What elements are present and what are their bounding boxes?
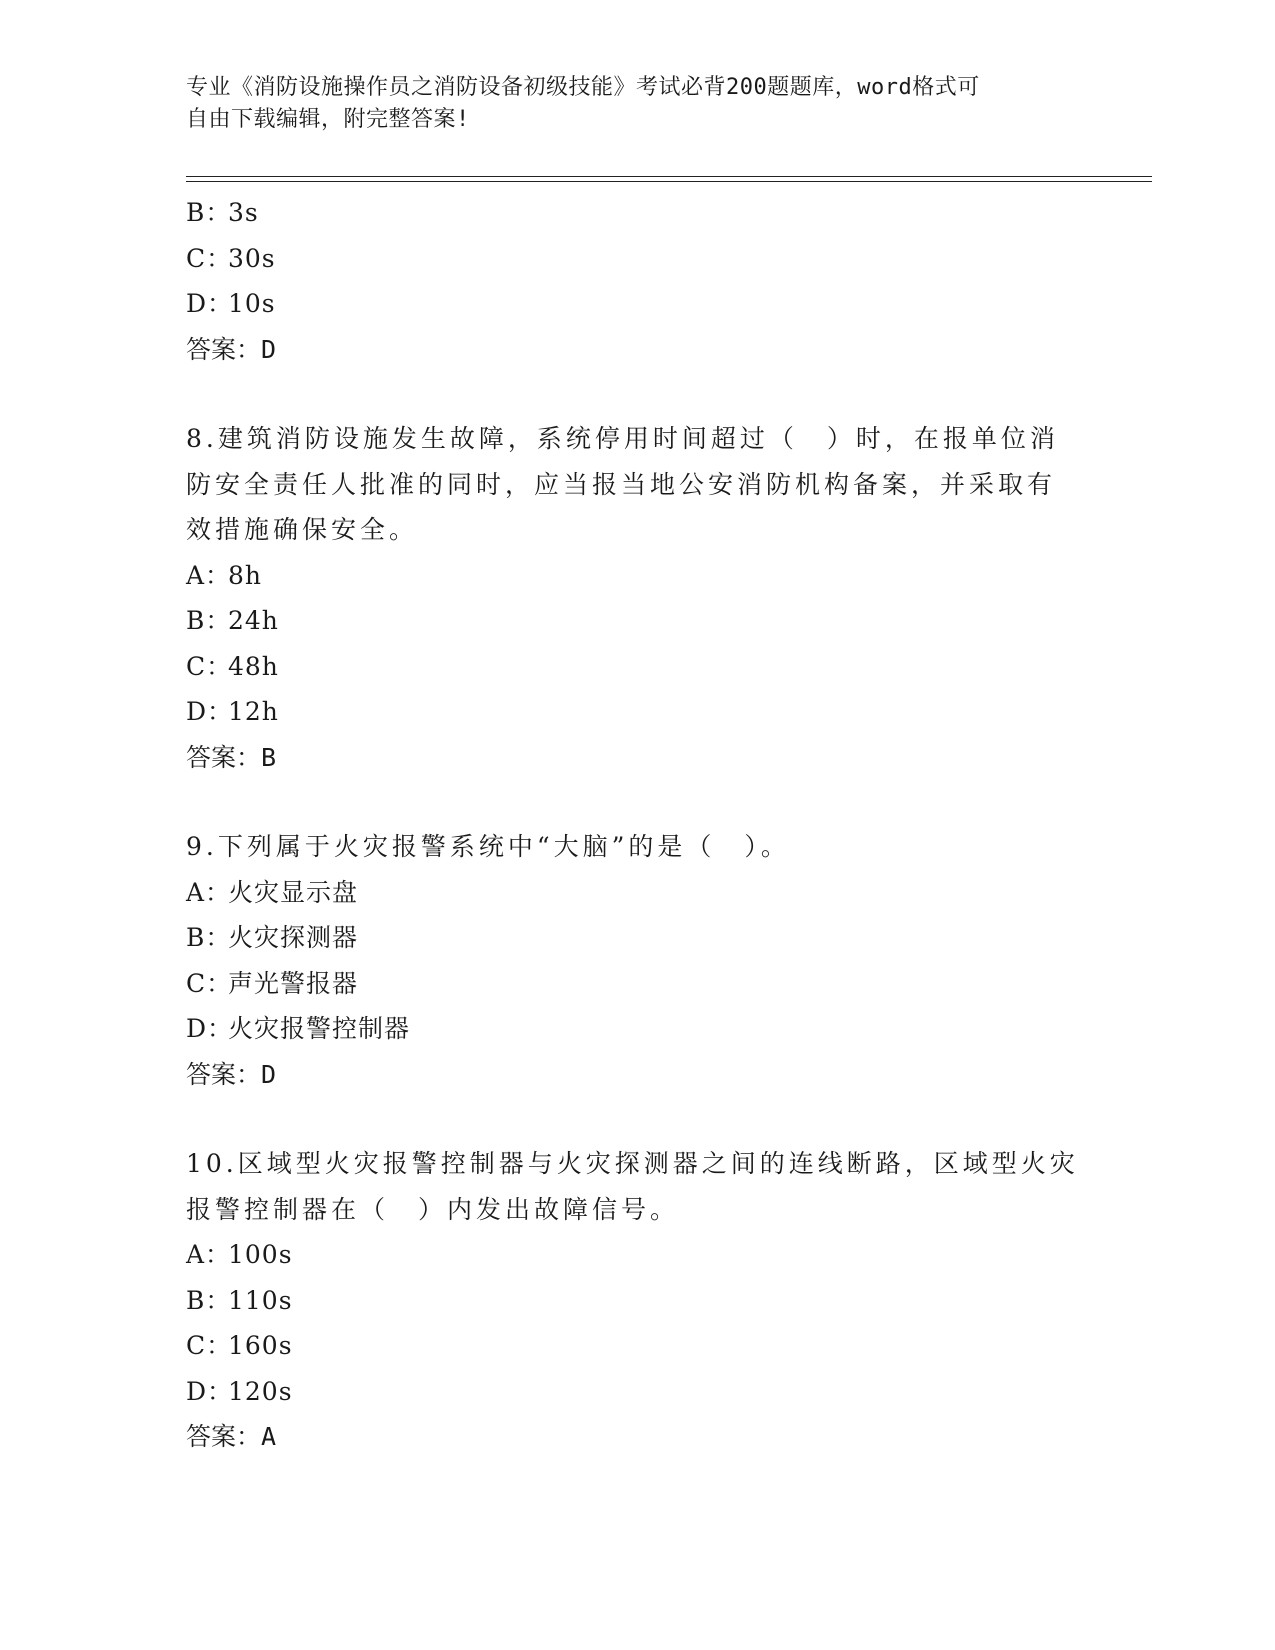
question-text-line: 报警控制器在（ ）内发出故障信号。: [186, 1194, 680, 1224]
answer-line: 答案：A: [186, 1422, 277, 1451]
option-c: C：160s: [186, 1331, 293, 1360]
option-b: B：110s: [186, 1285, 293, 1315]
option-a: A：100s: [186, 1240, 293, 1269]
question-10: [186, 1141, 1086, 1460]
question-9: [186, 824, 1086, 1097]
question-text-line: 效措施确保安全。: [186, 515, 419, 544]
question-text-line: 9.下列属于火灾报警系统中“大脑”的是（ ）。: [186, 832, 790, 861]
document-header: [186, 72, 1066, 136]
question-7-continued: [186, 190, 1086, 372]
option-a: A：8h: [186, 560, 263, 590]
option-c: C：30s: [186, 243, 276, 273]
option-b: B：24h: [186, 606, 279, 635]
option-d: D：火灾报警控制器: [186, 1014, 411, 1043]
question-text-line: 10.区域型火灾报警控制器与火灾探测器之间的连线断路，区域型火灾: [186, 1149, 1079, 1178]
answer-line: 答案：B: [186, 742, 277, 772]
option-a: A：火灾显示盘: [186, 877, 359, 907]
header-divider-bottom: [186, 181, 1152, 182]
option-b: B：火灾探测器: [186, 923, 359, 952]
question-text-line: 8.建筑消防设施发生故障，系统停用时间超过（ ）时，在报单位消: [186, 424, 1059, 453]
header-title-line-1: 专业《消防设施操作员之消防设备初级技能》考试必背200题题库，word格式可: [186, 75, 980, 100]
header-divider-top: [186, 176, 1152, 177]
option-c: C：声光警报器: [186, 968, 359, 998]
option-d: D：10s: [186, 289, 276, 318]
option-c: C：48h: [186, 651, 279, 681]
question-text-line: 防安全责任人批准的同时，应当报当地公安消防机构备案，并采取有: [186, 469, 1057, 499]
header-title-line-2: 自由下载编辑，附完整答案!: [186, 107, 470, 132]
option-b: B：3s: [186, 198, 259, 227]
question-content: [186, 190, 1086, 1460]
answer-line: 答案：D: [186, 334, 277, 364]
option-d: D：12h: [186, 697, 279, 726]
option-d: D：120s: [186, 1376, 293, 1406]
question-8: [186, 416, 1086, 780]
answer-line: 答案：D: [186, 1059, 277, 1089]
